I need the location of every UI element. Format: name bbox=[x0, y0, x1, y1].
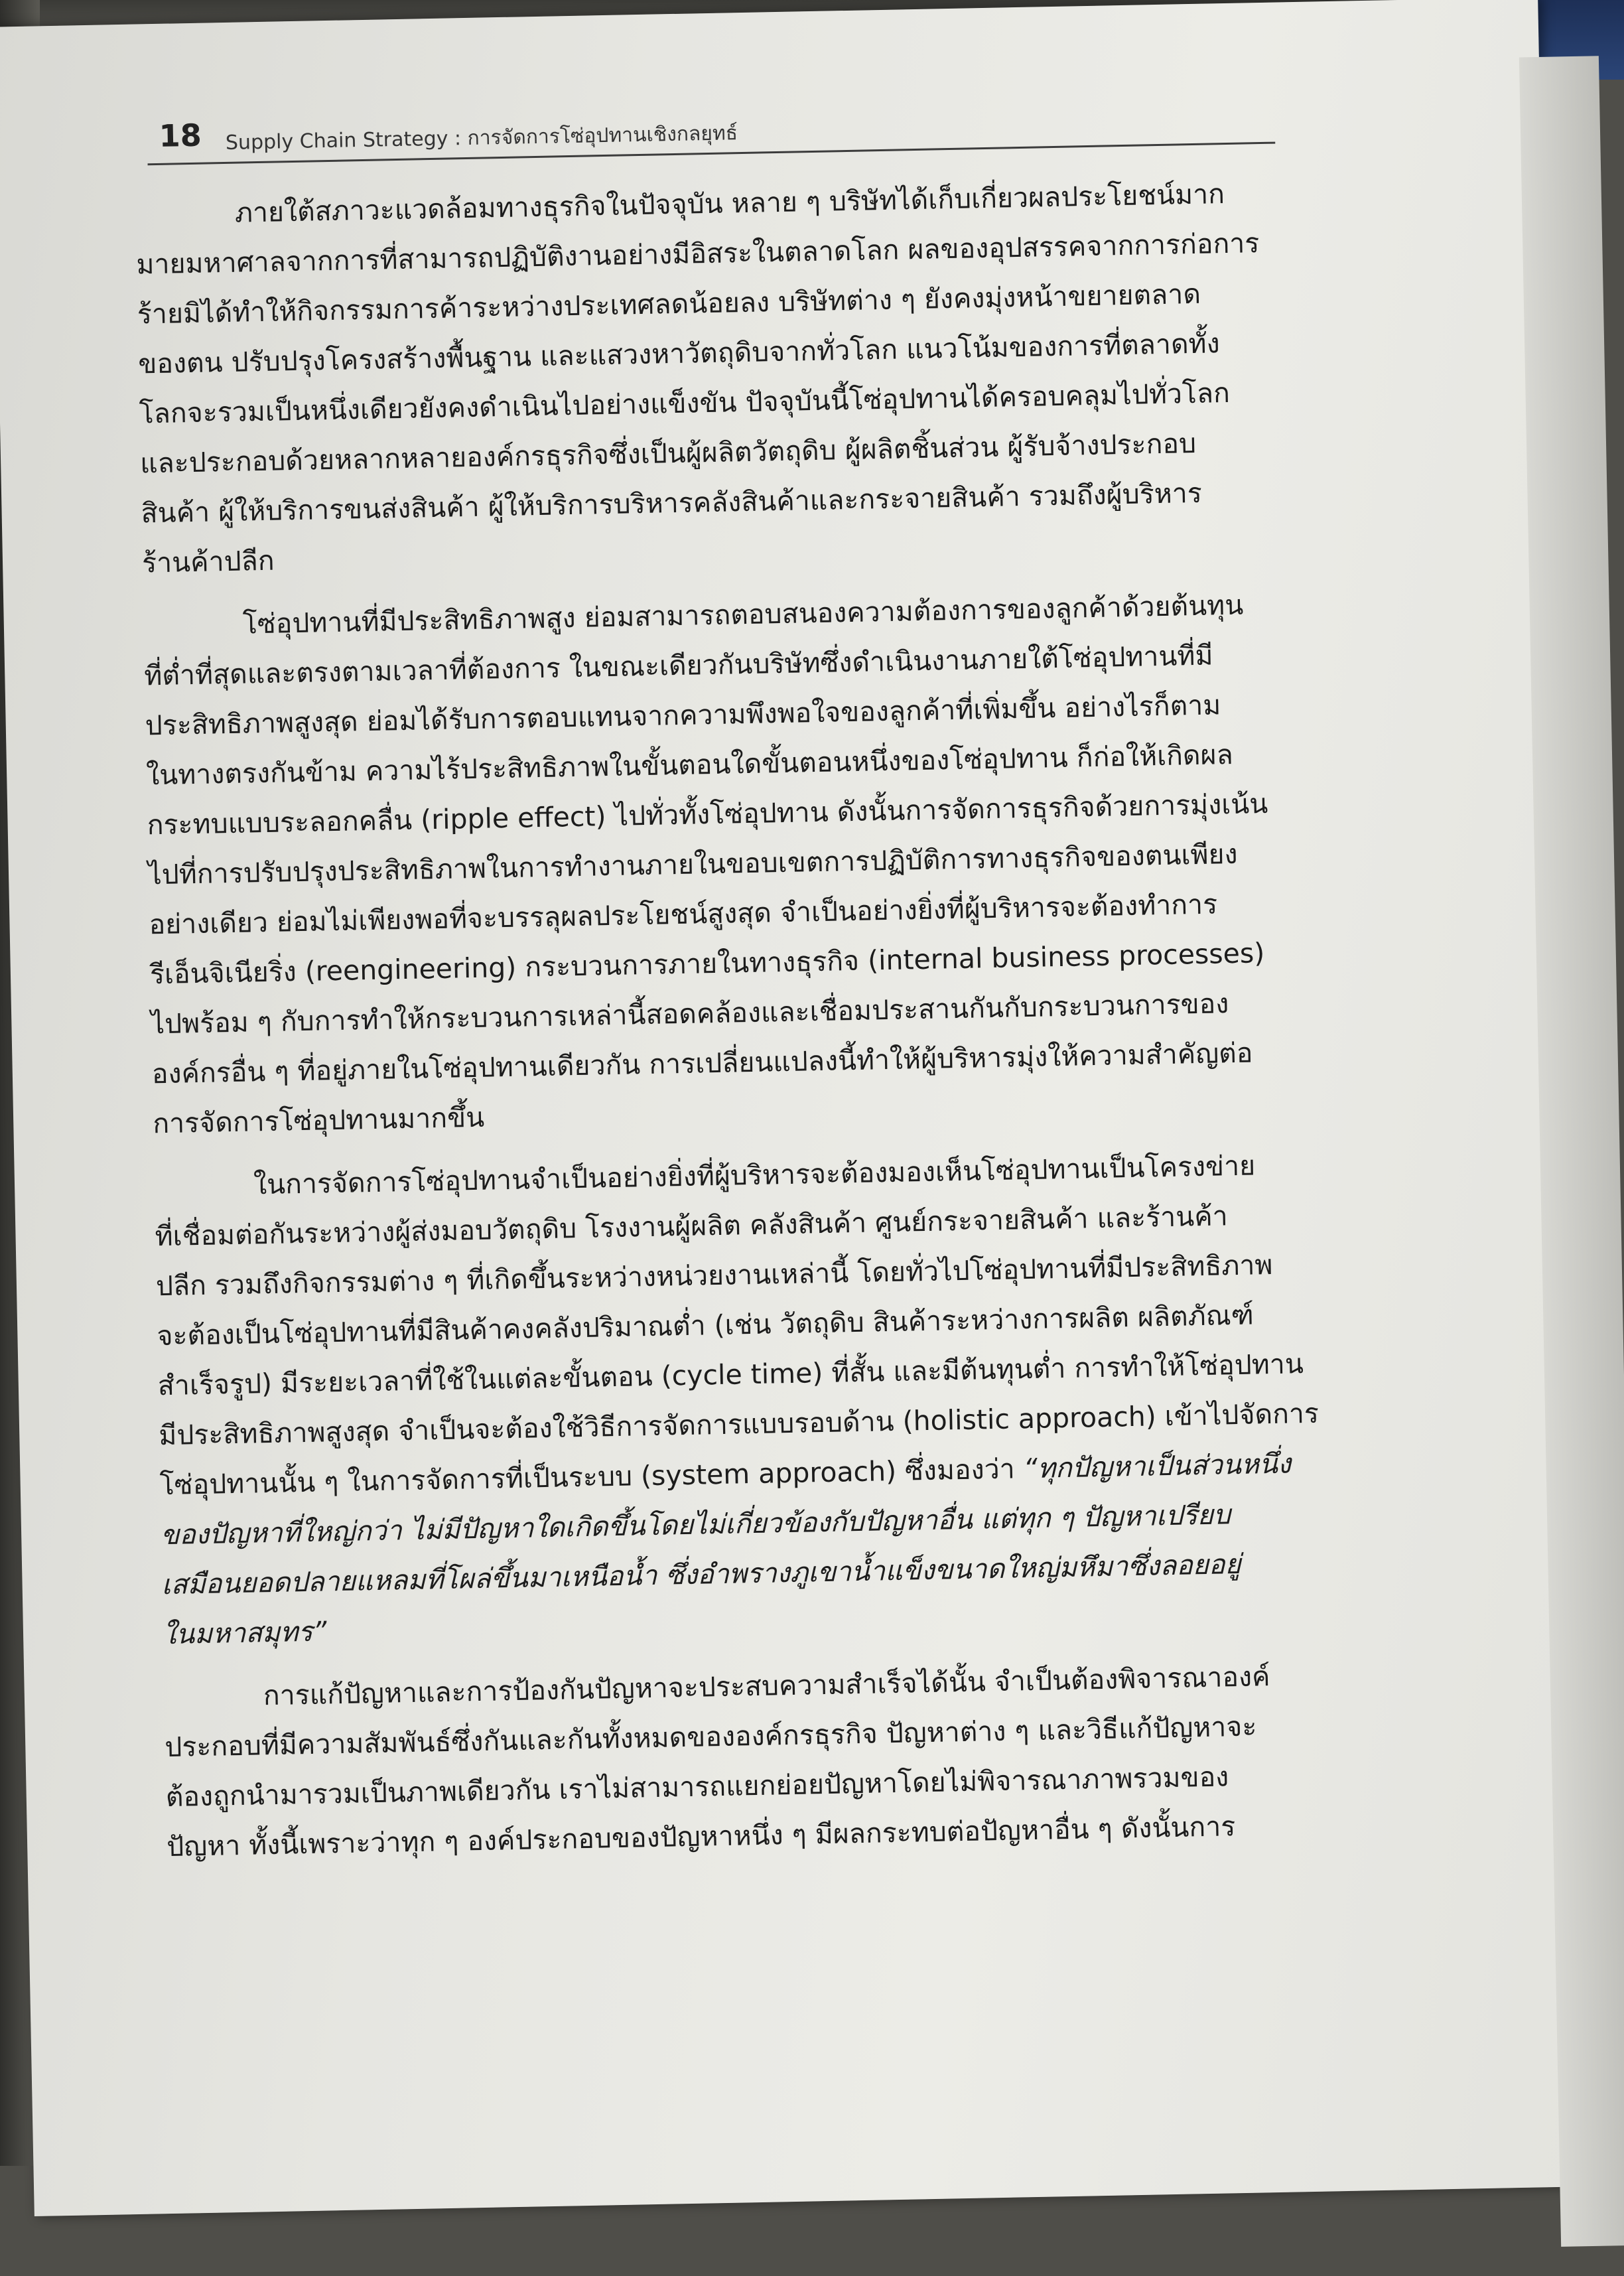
text-line: ในทางตรงกันข้าม ความไร้ประสิทธิภาพในขั้นตอนใดขั้นตอนหนึ่งของโซ่อุปทาน ก็ก่อให้เกิดผล bbox=[145, 738, 1234, 792]
quote-segment: “ทุกปัญหาเป็นส่วนหนึ่ง bbox=[1023, 1447, 1292, 1485]
paragraph-2 bbox=[143, 577, 1453, 1149]
text-line: การจัดการโซ่อุปทานมากขึ้น bbox=[152, 1101, 485, 1140]
quote-line: เสมือนยอดปลายแหลมที่โผล่ขึ้นมาเหนือน้ำ ซึ่งอำพรางภูเขาน้ำแข็งขนาดใหญ่มหึมาซึ่งลอยอยู่ bbox=[161, 1547, 1241, 1601]
body-text bbox=[135, 165, 1467, 1885]
text-line: อย่างเดียว ย่อมไม่เพียงพอที่จะบรรลุผลประโยชน์สูงสุด จำเป็นอย่างยิ่งที่ผู้บริหารจะต้องทำการ bbox=[149, 888, 1218, 941]
text-line: โลกจะรวมเป็นหนึ่งเดียวยังคงดำเนินไปอย่างแข็งขัน ปัจจุบันนี้โซ่อุปทานได้ครอบคลุมไปทั่วโลก bbox=[139, 376, 1231, 430]
text-line: ในการจัดการโซ่อุปทานจำเป็นอย่างยิ่งที่ผู้บริหารจะต้องมองเห็นโซ่อุปทานเป็นโครงข่าย bbox=[253, 1149, 1256, 1201]
text-line: มายมหาศาลจากการที่สามารถปฏิบัติงานอย่างมีอิสระในตลาดโลก ผลของอุปสรรคจากการก่อการ bbox=[135, 227, 1260, 281]
page-number: 18 bbox=[159, 117, 202, 154]
page-edge-shadow bbox=[1519, 56, 1624, 2247]
text-line: ปัญหา ทั้งนี้เพราะว่าทุก ๆ องค์ประกอบของปัญหาหนึ่ง ๆ มีผลกระทบต่อปัญหาอื่น ๆ ดังนั้นการ bbox=[166, 1810, 1236, 1863]
text-line: สำเร็จรูป) มีระยะเวลาที่ใช้ในแต่ละขั้นตอน (cycle time) ที่สั้น และมีต้นทุนต่ำ การทำให้โซ่อุปทาน bbox=[157, 1348, 1304, 1402]
text-segment: โซ่อุปทานนั้น ๆ ในการจัดการที่เป็นระบบ (system approach) ซึ่งมองว่า bbox=[159, 1453, 1016, 1502]
text-line: จะต้องเป็นโซ่อุปทานที่มีสินค้าคงคลังปริมาณต่ำ (เช่น วัตถุดิบ สินค้าระหว่างการผลิต ผลิตภัณฑ์ bbox=[156, 1299, 1254, 1352]
text-line: การแก้ปัญหาและการป้องกันปัญหาจะประสบความสำเร็จได้นั้น จำเป็นต้องพิจารณาองค์ bbox=[263, 1660, 1270, 1712]
text-line: และประกอบด้วยหลากหลายองค์กรธุรกิจซึ่งเป็นผู้ผลิตวัตถุดิบ ผู้ผลิตชิ้นส่วน ผู้รับจ้างประกอบ bbox=[139, 427, 1197, 480]
text-line: มีประสิทธิภาพสูงสุด จำเป็นจะต้องใช้วิธีการจัดการแบบรอบด้าน (holistic approach) เข้าไปจัดการ bbox=[158, 1397, 1320, 1452]
text-line: ที่ต่ำที่สุดและตรงตามเวลาที่ต้องการ ในขณะเดียวกันบริษัทซึ่งดำเนินงานภายใต้โซ่อุปทานที่มี bbox=[143, 639, 1213, 692]
text-line: ร้ายมิได้ทำให้กิจกรรมการค้าระหว่างประเทศลดน้อยลง บริษัทต่าง ๆ ยังคงมุ่งหน้าขยายตลาด bbox=[137, 277, 1201, 330]
book-title: Supply Chain Strategy : การจัดการโซ่อุปทานเชิงกลยุทธ์ bbox=[225, 121, 738, 155]
text-line: กระทบแบบระลอกคลื่น (ripple effect) ไปทั่วทั้งโซ่อุปทาน ดังนั้นการจัดการธุรกิจด้วยการมุ่งเน้น bbox=[147, 787, 1268, 841]
text-line: องค์กรอื่น ๆ ที่อยู่ภายในโซ่อุปทานเดียวกัน การเปลี่ยนแปลงนี้ทำให้ผู้บริหารมุ่งให้ความสำคัญต่อ bbox=[151, 1036, 1253, 1090]
text-line: โซ่อุปทานที่มีประสิทธิภาพสูง ย่อมสามารถตอบสนองความต้องการของลูกค้าด้วยต้นทุน bbox=[242, 589, 1244, 640]
quote-line: ในมหาสมุทร” bbox=[162, 1615, 327, 1651]
text-line: ไปพร้อม ๆ กับการทำให้กระบวนการเหล่านี้สอดคล้องและเชื่อมประสานกันกับกระบวนการของ bbox=[150, 987, 1229, 1040]
running-header bbox=[147, 96, 1275, 166]
text-line: ภายใต้สภาวะแวดล้อมทางธุรกิจในปัจจุบัน หลาย ๆ บริษัทได้เก็บเกี่ยวผลประโยชน์มาก bbox=[234, 178, 1225, 229]
paragraph-4 bbox=[163, 1648, 1467, 1873]
quote-line: ของปัญหาที่ใหญ่กว่า ไม่มีปัญหาใดเกิดขึ้นโดยไม่เกี่ยวข้องกับปัญหาอื่น แต่ทุก ๆ ปัญหาเปรียบ bbox=[160, 1498, 1231, 1551]
text-line: ต้องถูกนำมารวมเป็นภาพเดียวกัน เราไม่สามารถแยกย่อยปัญหาโดยไม่พิจารณาภาพรวมของ bbox=[165, 1760, 1229, 1814]
text-line: ประสิทธิภาพสูงสุด ย่อมได้รับการตอบแทนจากความพึงพอใจของลูกค้าที่เพิ่มขึ้น อย่างไรก็ตาม bbox=[145, 689, 1221, 742]
text-line: ปลีก รวมถึงกิจกรรมต่าง ๆ ที่เกิดขึ้นระหว่างหน่วยงานเหล่านี้ โดยทั่วไปโซ่อุปทานที่มีประสิทธิภาพ bbox=[155, 1248, 1273, 1303]
text-line: ประกอบที่มีความสัมพันธ์ซึ่งกันและกันทั้งหมดขององค์กรธุรกิจ ปัญหาต่าง ๆ และวิธีแก้ปัญหาจะ bbox=[164, 1710, 1257, 1764]
paragraph-3 bbox=[153, 1137, 1463, 1660]
text-line: ที่เชื่อมต่อกันระหว่างผู้ส่งมอบวัตถุดิบ โรงงานผู้ผลิต คลังสินค้า ศูนย์กระจายสินค้า และร้านค้า bbox=[155, 1200, 1229, 1253]
text-line: รีเอ็นจิเนียริ่ง (reengineering) กระบวนการภายในทางธุรกิจ (internal business processes) bbox=[149, 937, 1265, 991]
paragraph-1 bbox=[135, 165, 1442, 589]
text-line: ไปที่การปรับปรุงประสิทธิภาพในการทำงานภายในขอบเขตการปฏิบัติการทางธุรกิจของตนเพียง bbox=[147, 837, 1238, 891]
text-line: สินค้า ผู้ให้บริการขนส่งสินค้า ผู้ให้บริการบริหารคลังสินค้าและกระจายสินค้า รวมถึงผู้บริหาร bbox=[141, 476, 1203, 530]
text-line: ของตน ปรับปรุงโครงสร้างพื้นฐาน และแสวงหาวัตถุดิบจากทั่วโลก แนวโน้มของการที่ตลาดทั้ง bbox=[137, 327, 1221, 380]
text-line: ร้านค้าปลีก bbox=[141, 544, 275, 579]
